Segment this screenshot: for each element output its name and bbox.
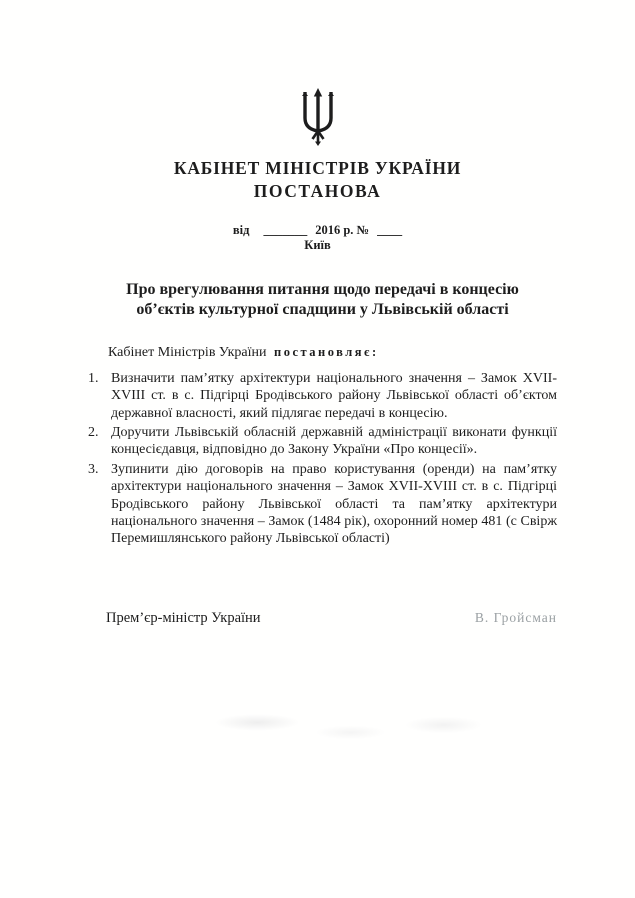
item-text: Визначити пам’ятку архітектури національного значення – Замок XVII-XVIII ст. в с. Підгірці Бродівського району Львівської області об’єктом державної власності, який підлягає передачі в концесію. bbox=[111, 371, 557, 421]
org-name: КАБІНЕТ МІНІСТРІВ УКРАЇНИ bbox=[173, 158, 462, 178]
decree-item-3 bbox=[88, 461, 557, 548]
ukraine-trident-emblem bbox=[297, 88, 339, 146]
signature-role: Прем’єр-міністр України bbox=[106, 609, 261, 626]
document-title-line2: об’єктів культурної спадщини у Львівській області bbox=[136, 301, 509, 318]
signature-name: В. Гройсман bbox=[474, 609, 557, 625]
date-middle: 2016 р. № bbox=[315, 223, 370, 237]
date-prefix: від bbox=[232, 223, 250, 237]
preamble-lead: Кабінет Міністрів України bbox=[108, 345, 267, 360]
date-line bbox=[0, 223, 635, 238]
city-label: Київ bbox=[304, 238, 331, 252]
date-blank: _______ bbox=[263, 223, 308, 237]
preamble bbox=[88, 345, 557, 361]
decree-item-1 bbox=[88, 370, 557, 422]
document-title bbox=[88, 280, 557, 320]
item-number: 3. bbox=[88, 461, 99, 477]
emblem-container bbox=[0, 0, 635, 146]
doc-type-title: ПОСТАНОВА bbox=[253, 181, 382, 201]
item-number: 2. bbox=[88, 425, 99, 441]
document-title-line1: Про врегулювання питання щодо передачі в концесію bbox=[126, 281, 519, 298]
decree-item-2 bbox=[88, 424, 557, 459]
number-blank: ____ bbox=[377, 223, 403, 237]
item-number: 1. bbox=[88, 371, 99, 386]
scan-noise-smudge bbox=[180, 695, 490, 745]
signature-block bbox=[88, 610, 557, 627]
decree-items bbox=[88, 370, 557, 548]
preamble-verb: постановляє: bbox=[274, 345, 379, 359]
item-text: Зупинити дію договорів на право користування (оренди) на пам’ятку архітектури національного значення – Замок XVII-XVIII ст. в с. Підгірці Бродівського району Львівської області та пам’ятку архітектури національного значення – Замок (1484 рік), охоронний номер 481 (с Свірж Перемишлянського району Львівської області) bbox=[111, 461, 557, 547]
item-text: Доручити Львівській обласній державній адміністрації виконати функції концесієдавця, відповідно до Закону України «Про концесії». bbox=[111, 425, 557, 458]
